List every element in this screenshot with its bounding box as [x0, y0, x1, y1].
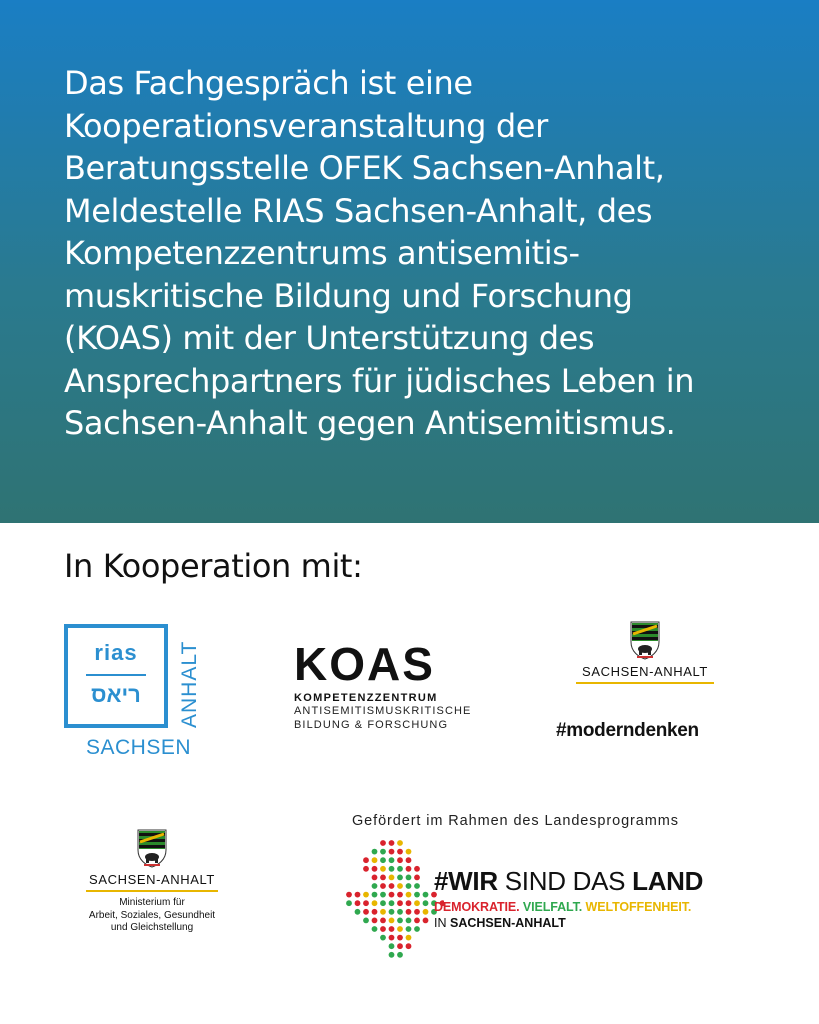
map-dot [380, 918, 386, 924]
map-dot [397, 892, 403, 898]
map-dot [406, 900, 412, 906]
map-dot [397, 875, 403, 881]
wsdl-sind: SIND [504, 866, 566, 896]
map-dot [406, 857, 412, 863]
koas-logo-line1: KOMPETENZZENTRUM [294, 692, 438, 704]
map-dot [406, 918, 412, 924]
map-dot [397, 883, 403, 889]
rias-logo-sachsen: SACHSEN [86, 736, 192, 759]
map-dot [397, 935, 403, 941]
map-dot [372, 857, 378, 863]
koas-logo-title: KOAS [294, 638, 435, 690]
map-dot [389, 935, 395, 941]
map-dot [389, 900, 395, 906]
ministry-line2: Arbeit, Soziales, Gesundheit [88, 909, 216, 921]
map-dot [380, 840, 386, 846]
map-dot [414, 900, 420, 906]
map-dot [346, 900, 352, 906]
wsdl-sa: SACHSEN-ANHALT [449, 916, 566, 930]
map-dot [397, 849, 403, 855]
map-dot [372, 849, 378, 855]
gold-underline [86, 890, 218, 892]
map-dot [414, 909, 420, 915]
hero-text: Das Fachgespräch ist eine Kooperationsveranstaltung der Beratungsstelle OFEK Sachsen-Anhalt, Meldestelle RIAS Sachsen-Anhalt, des Kompetenzzentrums antisemitis- muskritische Bildung und Forschung (KOAS) mit der Unterstützung des Ansprechpartners für jüdisches Leben in Sachsen-Anhalt gegen Antisemitismus. [64, 64, 695, 442]
map-dot [406, 909, 412, 915]
rias-logo-latin: rias [94, 640, 138, 665]
map-dot [397, 952, 403, 958]
ministry-line1: Ministerium für [119, 897, 185, 908]
wsdl-weltoffenheit: WELTOFFENHEIT. [585, 900, 692, 914]
map-dot [372, 909, 378, 915]
map-dot [397, 866, 403, 872]
map-dot [363, 892, 369, 898]
map-dot [423, 909, 429, 915]
wsdl-in: IN [434, 916, 447, 930]
map-dot [397, 909, 403, 915]
map-dot [414, 892, 420, 898]
map-dot [372, 918, 378, 924]
map-dot [406, 875, 412, 881]
koas-logo [294, 640, 504, 732]
rias-logo-divider [86, 674, 146, 676]
wsdl-hash: # [434, 866, 449, 896]
map-dot [414, 883, 420, 889]
coat-of-arms-icon [136, 828, 168, 868]
map-dot [406, 849, 412, 855]
ministry-name [82, 897, 222, 935]
map-dot [397, 900, 403, 906]
cooperation-heading: In Kooperation mit: [64, 547, 363, 585]
map-dot [363, 866, 369, 872]
wsdl-region [434, 916, 703, 930]
gold-underline [576, 682, 714, 684]
map-dot [389, 943, 395, 949]
map-dot [389, 866, 395, 872]
map-dot [389, 849, 395, 855]
map-dot [380, 857, 386, 863]
rias-logo-anhalt: ANHALT [178, 640, 201, 728]
map-dot [389, 875, 395, 881]
sachsen-anhalt-name: SACHSEN-ANHALT [582, 664, 708, 679]
map-dot [372, 883, 378, 889]
map-dot [397, 943, 403, 949]
map-dot [397, 918, 403, 924]
koas-logo-line2: ANTISEMITISMUSKRITISCHE [294, 705, 472, 717]
sachsen-anhalt-logo [572, 620, 718, 684]
map-dot [389, 840, 395, 846]
map-dot [372, 892, 378, 898]
map-dot [363, 918, 369, 924]
map-dot [389, 857, 395, 863]
map-dot [423, 900, 429, 906]
wir-sind-das-land-logo [434, 866, 703, 930]
map-dot [406, 943, 412, 949]
map-dot [389, 892, 395, 898]
wsdl-wir: WIR [448, 866, 498, 896]
map-dot [414, 926, 420, 932]
map-dot [355, 900, 361, 906]
rias-logo [64, 622, 204, 762]
map-dot [389, 909, 395, 915]
map-dot [363, 857, 369, 863]
map-dot [355, 909, 361, 915]
map-dot [397, 857, 403, 863]
map-dot [423, 892, 429, 898]
funding-note: Gefördert im Rahmen des Landesprogramms [352, 813, 679, 829]
map-dot [423, 918, 429, 924]
map-dot [414, 875, 420, 881]
map-dot [380, 875, 386, 881]
map-dot [380, 849, 386, 855]
map-dot [406, 935, 412, 941]
wsdl-tagline [434, 900, 703, 914]
rias-logo-hebrew: ריאס [91, 682, 141, 707]
state-dot-map-icon [344, 838, 444, 962]
map-dot [380, 909, 386, 915]
map-dot [380, 866, 386, 872]
map-dot [346, 892, 352, 898]
map-dot [389, 926, 395, 932]
map-dot [363, 909, 369, 915]
map-dot [372, 866, 378, 872]
map-dot [414, 918, 420, 924]
map-dot [389, 918, 395, 924]
map-dot [397, 840, 403, 846]
wsdl-land: LAND [632, 866, 704, 896]
moderndenken-hashtag: #moderndenken [556, 720, 699, 741]
map-dot [406, 883, 412, 889]
map-dot [380, 900, 386, 906]
map-dot [380, 935, 386, 941]
map-dot [380, 926, 386, 932]
map-dot [355, 892, 361, 898]
map-dot [372, 875, 378, 881]
wsdl-title [434, 866, 703, 896]
wsdl-vielfalt: VIELFALT. [522, 900, 583, 914]
map-dot [372, 900, 378, 906]
map-dot [389, 952, 395, 958]
map-dot [380, 883, 386, 889]
wsdl-demokratie: DEMOKRATIE. [434, 900, 520, 914]
map-dot [372, 926, 378, 932]
koas-logo-line3: BILDUNG & FORSCHUNG [294, 719, 449, 731]
map-dot [389, 883, 395, 889]
ministry-logo [82, 828, 222, 935]
map-dot [406, 926, 412, 932]
map-dot [406, 866, 412, 872]
map-dot [406, 892, 412, 898]
wsdl-das: DAS [572, 866, 626, 896]
map-dot [414, 866, 420, 872]
ministry-line3: und Gleichstellung [110, 922, 194, 933]
coat-of-arms-icon [629, 620, 661, 660]
map-dot [363, 900, 369, 906]
map-dot [380, 892, 386, 898]
map-dot [397, 926, 403, 932]
ministry-state-name: SACHSEN-ANHALT [89, 872, 215, 887]
